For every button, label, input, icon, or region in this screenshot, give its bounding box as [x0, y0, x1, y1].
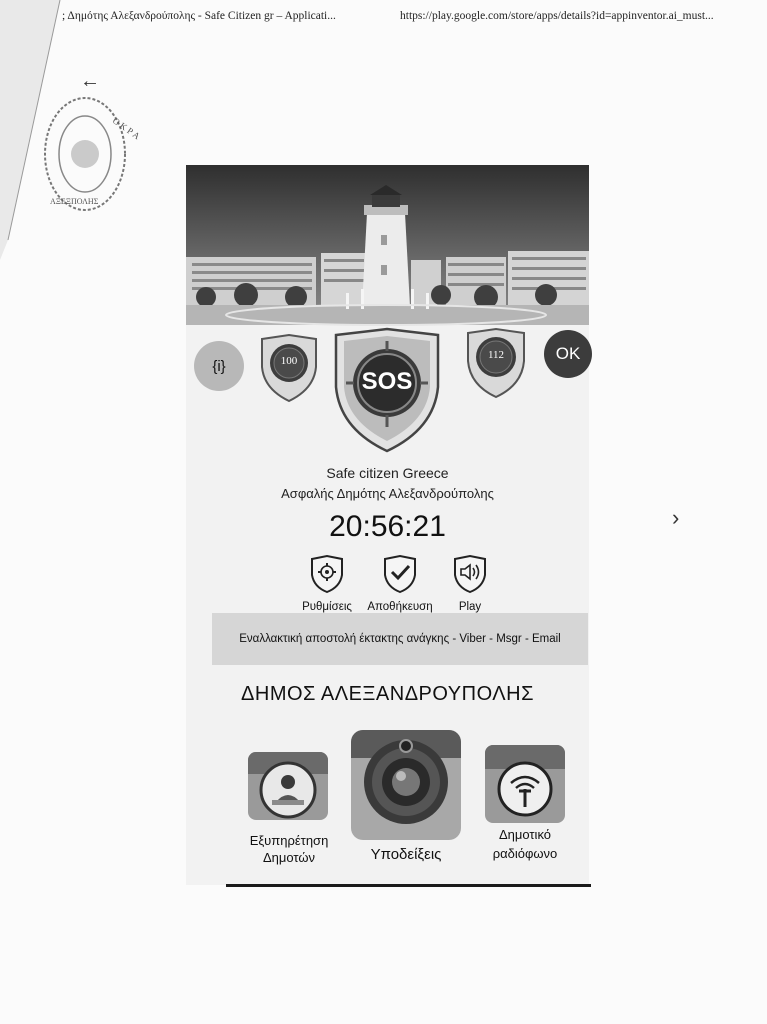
municipality-title: ΔΗΜΟΣ ΑΛΕΞΑΝΔΡΟΥΠΟΛΗΣ [241, 683, 534, 705]
shield-112-label: 112 [487, 349, 505, 361]
clock: 20:56:21 [329, 510, 446, 543]
call-112-button[interactable] [464, 327, 528, 399]
svg-text:ΑΞΕΞΠΟΛΗΣ: ΑΞΕΞΠΟΛΗΣ [50, 197, 99, 206]
shield-100-label: 100 [280, 355, 298, 367]
checkmark-icon [383, 555, 417, 593]
banner-image [186, 165, 589, 325]
play-button[interactable] [435, 555, 505, 613]
radio-antenna-icon [485, 745, 565, 823]
citizen-service-button[interactable] [248, 752, 328, 820]
speaker-icon [453, 555, 487, 593]
scroll-indicator [226, 884, 591, 887]
page-title: ; Δημότης Αλεξανδρούπολης - Safe Citizen gr – Applicati... [62, 10, 336, 22]
alt-send-bar[interactable] [212, 613, 588, 665]
citizen-service-label: Εξυπηρέτηση Δημοτών [249, 833, 329, 865]
app-title: Safe citizen Greece [326, 465, 449, 481]
save-label: Αποθήκευση [367, 601, 433, 613]
ok-button[interactable]: OK [544, 330, 592, 378]
shield-icon [258, 333, 320, 403]
app-subtitle: Ασφαλής Δημότης Αλεξανδρούπολης [281, 486, 494, 501]
settings-button[interactable] [292, 555, 362, 613]
sos-button[interactable] [332, 327, 442, 455]
play-label: Play [458, 601, 482, 613]
call-100-button[interactable] [258, 333, 320, 403]
shield-icon [464, 327, 528, 399]
save-button[interactable] [365, 555, 435, 613]
alt-send-text: Εναλλακτική αποστολή έκτακτης ανάγκης - Viber - Msgr - Email [239, 633, 561, 645]
clerk-icon [248, 752, 328, 820]
arrow-left-icon[interactable]: ← [80, 70, 100, 92]
suggestions-button[interactable] [351, 730, 461, 840]
radio-button[interactable] [485, 745, 565, 823]
sos-label: SOS [361, 368, 413, 395]
gear-icon [310, 555, 344, 593]
stamp-seal [42, 92, 142, 212]
info-button[interactable]: {i} [194, 341, 244, 391]
settings-label: Ρυθμίσεις [302, 601, 352, 613]
radio-label: Δημοτικό ραδιόφωνο [492, 827, 558, 861]
page-url[interactable]: https://play.google.com/store/apps/details?id=appinventor.ai_must... [400, 10, 714, 22]
app-screen [186, 165, 589, 885]
chevron-right-icon[interactable]: › [672, 505, 680, 530]
suggestions-label: Υποδείξεις [370, 846, 442, 863]
svg-text:Ο Κ Ρ Α: Ο Κ Ρ Α [110, 115, 142, 142]
camera-lens-icon [351, 730, 461, 840]
